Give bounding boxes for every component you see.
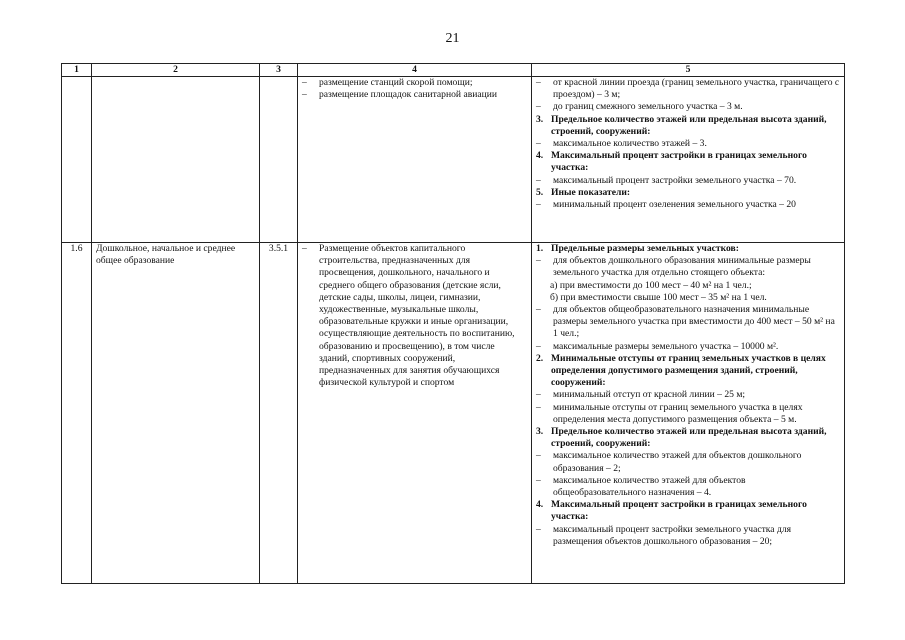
list-item xyxy=(302,89,527,101)
section-number: 3. xyxy=(536,426,544,438)
dash-marker: – xyxy=(302,89,307,101)
dash-marker: – xyxy=(536,138,541,150)
list-item-text: максимальное количество этажей для объектов общеобразовательного назначения – 4. xyxy=(553,474,746,499)
regulations-table xyxy=(61,63,845,584)
list-item-text: максимальное количество этажей для объектов дошкольного образования – 2; xyxy=(553,450,802,474)
list-item-text: для объектов дошкольного образования минимальные размеры земельного участка для отдельно стоящего объекта: xyxy=(553,255,811,279)
list-item xyxy=(302,77,527,89)
use-code-cell xyxy=(260,77,298,243)
header-cell-5: 5 xyxy=(532,64,845,77)
section-heading xyxy=(536,114,840,138)
dash-marker: – xyxy=(536,101,541,113)
section-heading xyxy=(536,243,840,255)
dash-marker: – xyxy=(536,389,541,401)
list-item-text: максимальный процент застройки земельного участка – 70. xyxy=(553,174,797,186)
section-heading xyxy=(536,426,840,450)
section-heading xyxy=(536,353,840,390)
dash-marker: – xyxy=(536,174,541,186)
list-item xyxy=(536,450,840,474)
section-title: Минимальные отступы от границ земельных участков в целях определения допустимого размещения зданий, строений, сооружений: xyxy=(551,352,826,389)
dash-marker: – xyxy=(536,450,541,462)
header-cell-4: 4 xyxy=(298,64,532,77)
list-item-text: минимальный процент озеленения земельного участка – 20 xyxy=(553,199,796,211)
parameters-cell xyxy=(532,243,845,584)
section-title: Предельное количество этажей или предельная высота зданий, строений, сооружений: xyxy=(551,426,827,450)
dash-marker: – xyxy=(536,199,541,211)
list-item-text: до границ смежного земельного участка – 3 м. xyxy=(553,101,743,113)
list-item xyxy=(536,341,840,353)
section-title: Иные показатели: xyxy=(551,186,631,198)
use-name-cell xyxy=(92,77,260,243)
list-item-text: минимальный отступ от красной линии – 25 м; xyxy=(553,389,746,401)
header-cell-1: 1 xyxy=(62,64,92,77)
section-number: 1. xyxy=(536,243,544,254)
list-item xyxy=(536,304,840,341)
section-title: Максимальный процент застройки в границах земельного участка: xyxy=(551,150,807,174)
list-item-text: для объектов общеобразовательного назначения минимальные размеры земельного участка при вместимости до 400 мест – 50 м² на 1 чел.; xyxy=(553,304,835,340)
sub-item: а) при вместимости до 100 мест – 40 м² на 1 чел.; xyxy=(550,279,752,291)
list-item-text: минимальные отступы от границ земельного участка в целях определения места допустимого размещения объекта – 5 м. xyxy=(553,401,803,425)
use-description-cell xyxy=(298,77,532,243)
list-item xyxy=(536,255,840,279)
section-number: 4. xyxy=(536,150,544,162)
section-number: 5. xyxy=(536,186,544,198)
list-item xyxy=(302,243,527,389)
use-code-cell: 3.5.1 xyxy=(260,243,298,584)
header-cell-2: 2 xyxy=(92,64,260,77)
table-row xyxy=(62,77,845,243)
row-number-cell: 1.6 xyxy=(62,243,92,584)
row-number-cell xyxy=(62,77,92,243)
section-number: 4. xyxy=(536,499,544,511)
list-item xyxy=(536,524,840,548)
list-item xyxy=(536,175,840,187)
page-number: 21 xyxy=(445,31,460,46)
list-item xyxy=(536,475,840,499)
section-heading xyxy=(536,150,840,174)
dash-marker: – xyxy=(536,523,541,535)
header-cell-3: 3 xyxy=(260,64,298,77)
dash-marker: – xyxy=(302,243,307,254)
list-item-text: Размещение объектов капитального строительства, предназначенных для просвещения, дошкольного, начального и среднего общего образования (детские ясли, детские сады, школы, лицеи, гимназии, художественные, музыкальные школы, образовательные кружки и иные организации, осуществляющие деятельность по воспитанию, образованию и просвещению), в том числе зданий, спортивных сооружений, предназначенных для занятия обучающихся физической культурой и спортом xyxy=(319,243,515,389)
dash-marker: – xyxy=(536,474,541,486)
list-item-text: максимальное количество этажей – 3. xyxy=(553,138,707,150)
list-item-text: размещение площадок санитарной авиации xyxy=(319,89,498,101)
section-number: 2. xyxy=(536,352,544,364)
sub-item: б) при вместимости свыше 100 мест – 35 м² на 1 чел. xyxy=(550,291,767,303)
dash-marker: – xyxy=(536,304,541,316)
section-title: Предельное количество этажей или предельная высота зданий, строений, сооружений: xyxy=(551,113,827,137)
list-item xyxy=(536,77,840,101)
list-item xyxy=(536,138,840,150)
table-row xyxy=(62,243,845,584)
use-name-cell: Дошкольное, начальное и среднее общее образование xyxy=(92,243,260,584)
list-item xyxy=(536,389,840,401)
list-item xyxy=(536,199,840,211)
section-title: Максимальный процент застройки в границах земельного участка: xyxy=(551,499,807,523)
list-item-text: максимальный процент застройки земельного участка для размещения объектов дошкольного образования – 20; xyxy=(553,523,792,547)
section-heading xyxy=(536,187,840,199)
header-row xyxy=(62,64,845,77)
list-item-text: размещение станций скорой помощи; xyxy=(319,77,473,88)
dash-marker: – xyxy=(536,255,541,267)
list-item-text: максимальные размеры земельного участка – 10000 м². xyxy=(553,340,779,352)
section-title: Предельные размеры земельных участков: xyxy=(551,243,739,254)
dash-marker: – xyxy=(536,340,541,352)
list-item xyxy=(536,402,840,426)
section-heading xyxy=(536,499,840,523)
list-item xyxy=(536,101,840,113)
dash-marker: – xyxy=(536,401,541,413)
use-description-cell xyxy=(298,243,532,584)
section-number: 3. xyxy=(536,113,544,125)
dash-marker: – xyxy=(302,77,307,88)
parameters-cell xyxy=(532,77,845,243)
dash-marker: – xyxy=(536,77,541,88)
list-item-text: от красной линии проезда (границ земельного участка, граничащего с проездом) – 3 м; xyxy=(553,77,840,101)
